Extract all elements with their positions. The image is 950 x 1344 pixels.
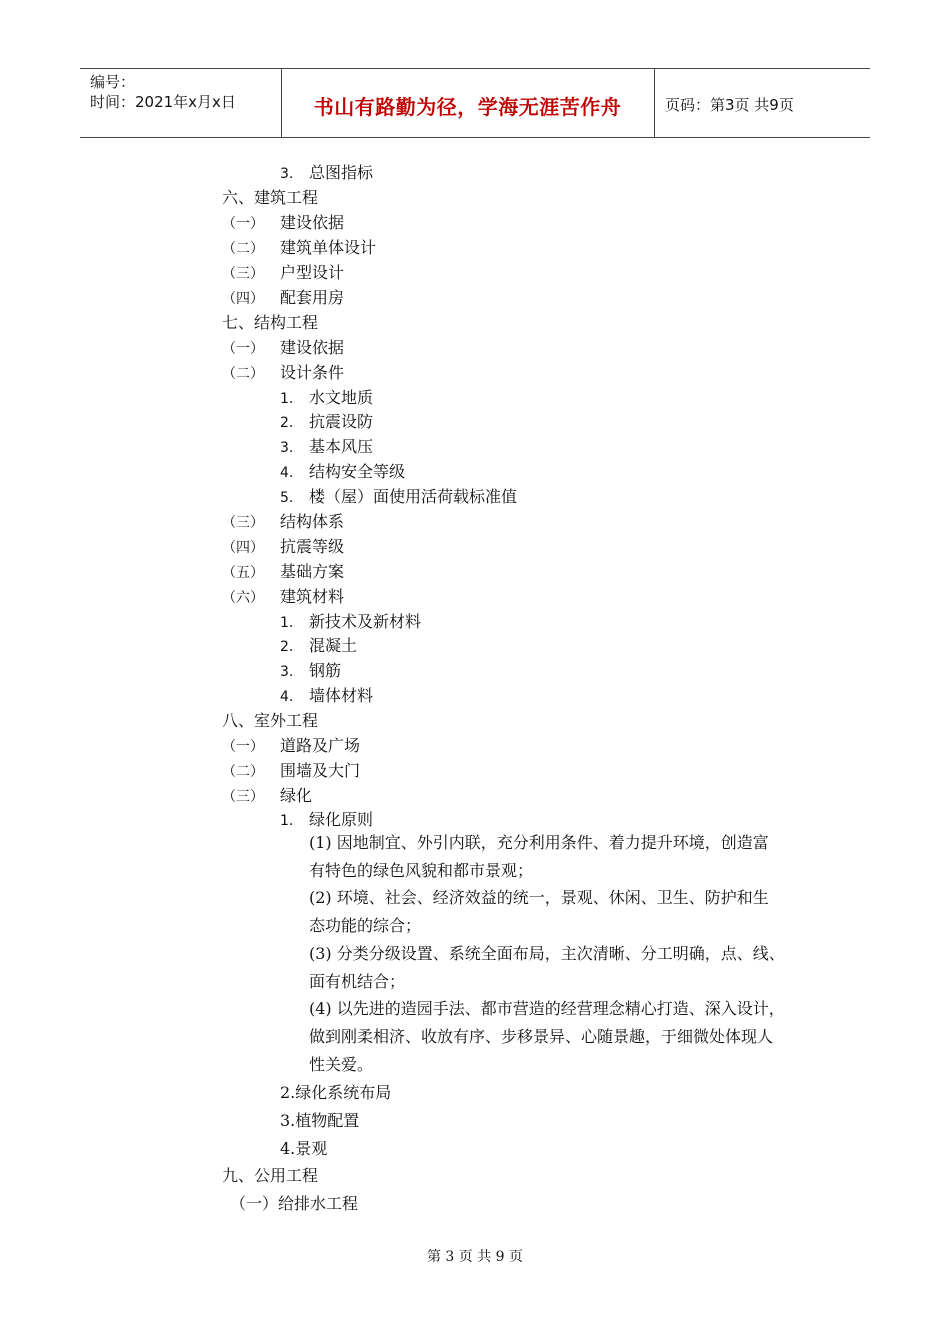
header-left-cell bbox=[80, 69, 282, 137]
outline-item bbox=[222, 235, 376, 258]
outline-number: （一） bbox=[222, 216, 264, 232]
outline-text: 道路及广场 bbox=[280, 736, 361, 755]
outline-number: 1. bbox=[280, 615, 294, 631]
outline-item bbox=[222, 360, 344, 383]
outline-item bbox=[280, 683, 373, 706]
outline-text: 新技术及新材料 bbox=[309, 612, 422, 631]
outline-number: （三） bbox=[222, 515, 264, 531]
outline-item bbox=[222, 559, 344, 582]
outline-item bbox=[280, 807, 373, 830]
principle-line: (3) 分类分级设置、系统全面布局，主次清晰、分工明确，点、线、 bbox=[309, 944, 785, 963]
outline-item bbox=[222, 285, 344, 308]
outline-item bbox=[222, 335, 344, 358]
outline-text: 总图指标 bbox=[309, 163, 374, 182]
outline-number: 1. bbox=[280, 391, 294, 407]
outline-text: 建筑单体设计 bbox=[280, 238, 377, 257]
outline-item bbox=[222, 509, 344, 532]
outline-text: 建设依据 bbox=[280, 213, 345, 232]
principle-line: (1) 因地制宜、外引内联，充分利用条件、着力提升环境，创造富 bbox=[309, 833, 769, 852]
outline-text: 围墙及大门 bbox=[280, 761, 361, 780]
outline-number: （二） bbox=[222, 764, 264, 780]
outline-item bbox=[280, 385, 373, 408]
motto-text: 书山有路勤为径，学海无涯苦作舟 bbox=[313, 95, 622, 119]
outline-item bbox=[280, 160, 373, 183]
outline-item bbox=[280, 484, 517, 507]
outline-item bbox=[280, 633, 357, 656]
outline-text: 建筑材料 bbox=[280, 587, 345, 606]
outline-item bbox=[280, 609, 421, 632]
outline-item: 2.绿化系统布局 bbox=[280, 1083, 392, 1102]
outline-text: 墙体材料 bbox=[309, 686, 374, 705]
principle-line: 面有机结合； bbox=[309, 972, 406, 991]
outline-text: 设计条件 bbox=[280, 363, 345, 382]
outline-item bbox=[222, 260, 344, 283]
number-label: 编号： bbox=[90, 73, 136, 91]
page-footer: 第 3 页 共 9 页 bbox=[426, 1249, 524, 1265]
outline-text: 绿化 bbox=[280, 786, 313, 805]
outline-item bbox=[222, 733, 360, 756]
outline-number: 3. bbox=[280, 166, 294, 182]
outline-item: 3.植物配置 bbox=[280, 1111, 360, 1130]
principle-line: 性关爱。 bbox=[309, 1055, 374, 1074]
outline-item bbox=[280, 409, 373, 432]
outline-item bbox=[280, 459, 405, 482]
outline-number: 2. bbox=[280, 415, 294, 431]
outline-number: （四） bbox=[222, 291, 264, 307]
outline-number: （三） bbox=[222, 266, 264, 282]
outline-text: 配套用房 bbox=[280, 288, 345, 307]
outline-number: （五） bbox=[222, 565, 264, 581]
outline-text: 结构安全等级 bbox=[309, 462, 406, 481]
outline-text: 基本风压 bbox=[309, 437, 374, 456]
outline-number: （一） bbox=[222, 739, 264, 755]
outline-item bbox=[222, 584, 344, 607]
header-right-cell bbox=[655, 69, 870, 137]
page-header bbox=[80, 68, 870, 138]
section-heading: 九、公用工程 bbox=[222, 1166, 319, 1185]
outline-text: 基础方案 bbox=[280, 562, 345, 581]
outline-number: 1. bbox=[280, 813, 294, 829]
outline-number: （一） bbox=[222, 341, 264, 357]
outline-number: 3. bbox=[280, 664, 294, 680]
principle-line: (4) 以先进的造园手法、都市营造的经营理念精心打造、深入设计， bbox=[309, 999, 785, 1018]
principle-line: 态功能的综合； bbox=[309, 916, 422, 935]
outline-item bbox=[222, 534, 344, 557]
outline-text: 抗震等级 bbox=[280, 537, 345, 556]
outline-item bbox=[280, 434, 373, 457]
outline-item: （一）给排水工程 bbox=[230, 1194, 359, 1213]
outline-number: （四） bbox=[222, 540, 264, 556]
outline-number: 2. bbox=[280, 639, 294, 655]
section-heading: 六、建筑工程 bbox=[222, 188, 319, 207]
outline-item bbox=[222, 210, 344, 233]
outline-number: 4. bbox=[280, 689, 294, 705]
header-motto-cell bbox=[281, 69, 655, 137]
outline-number: （三） bbox=[222, 789, 264, 805]
section-heading: 七、结构工程 bbox=[222, 313, 319, 332]
outline-number: 4. bbox=[280, 465, 294, 481]
outline-item: 4.景观 bbox=[280, 1139, 328, 1158]
principle-line: 有特色的绿色风貌和都市景观； bbox=[309, 861, 534, 880]
outline-number: （二） bbox=[222, 366, 264, 382]
outline-number: （六） bbox=[222, 590, 264, 606]
outline-text: 混凝土 bbox=[309, 636, 358, 655]
outline-item bbox=[222, 758, 360, 781]
outline-item bbox=[280, 658, 341, 681]
section-heading: 八、室外工程 bbox=[222, 711, 319, 730]
principle-line: 做到刚柔相济、收放有序、步移景异、心随景趣，于细微处体现人 bbox=[309, 1027, 774, 1046]
outline-text: 钢筋 bbox=[309, 661, 342, 680]
outline-number: 3. bbox=[280, 440, 294, 456]
outline-number: （二） bbox=[222, 241, 264, 257]
outline-text: 抗震设防 bbox=[309, 412, 374, 431]
outline-text: 建设依据 bbox=[280, 338, 345, 357]
outline-text: 绿化原则 bbox=[309, 810, 374, 829]
outline-text: 结构体系 bbox=[280, 512, 345, 531]
outline-text: 楼（屋）面使用活荷载标准值 bbox=[309, 487, 518, 506]
date-label: 时间：2021年x月x日 bbox=[90, 93, 236, 111]
principle-line: (2) 环境、社会、经济效益的统一，景观、休闲、卫生、防护和生 bbox=[309, 888, 769, 907]
outline-number: 5. bbox=[280, 490, 294, 506]
outline-text: 户型设计 bbox=[280, 263, 345, 282]
outline-item bbox=[222, 783, 312, 806]
outline-text: 水文地质 bbox=[309, 388, 374, 407]
page-info: 页码：第3页 共9页 bbox=[665, 96, 794, 114]
